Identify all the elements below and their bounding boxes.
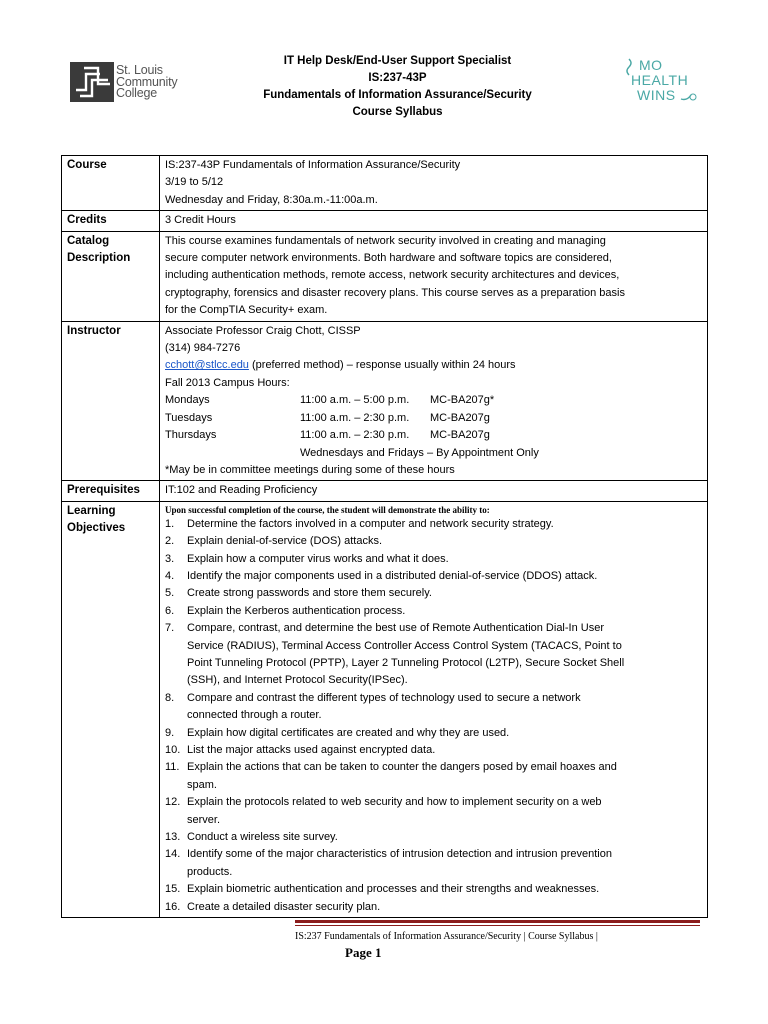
objective-number: 3. (165, 552, 175, 565)
program-title: IT Help Desk/End-User Support Specialist (283, 55, 512, 67)
objective-item (165, 603, 702, 620)
objective-text: Compare, contrast, and determine the best use of Remote Authentication Dial-In User Service (RADIUS), Terminal Access Controller Access Control System (TACACS, Point to Point Tunneling Protocol (PPTP), Layer 2 Tunneling Protocol (L2TP), Secure Socket Shell (SSH), and Internet Protocol Security(IPSec). (187, 622, 625, 687)
hours-row: Mondays 11:00 a.m. – 5:00 p.m. MC-BA207g* (165, 394, 495, 407)
objective-number: 7. (165, 622, 175, 635)
course-code: IS:237-43P (368, 72, 427, 84)
objectives-row (62, 501, 708, 917)
objective-text: Explain the Kerberos authentication process. (187, 604, 406, 617)
objective-text: Create a detailed disaster security plan. (187, 900, 381, 913)
appointment-row: Wednesdays and Fridays – By Appointment Only (300, 446, 539, 459)
instructor-email-link[interactable]: cchott@stlcc.edu (165, 359, 249, 372)
objective-text: Explain the protocols related to web security and how to implement security on a web server. (187, 796, 602, 826)
catalog-label: Catalog Description (62, 231, 160, 321)
instructor-row (62, 321, 708, 481)
objective-text: Explain denial-of-service (DOS) attacks. (187, 535, 383, 548)
document-title: Course Syllabus (352, 106, 443, 118)
objective-text: Compare and contrast the different types of technology used to secure a network connected through a router. (187, 691, 581, 722)
footer-rule-thin (295, 925, 700, 926)
catalog-description: This course examines fundamentals of network security involved in creating and managing secure computer network environments. Both hardware and software topics are considered, including authentication methods, remote access, network security architectures and devices, cryptography, forensics and disaster recovery plans. This course serves as a preparation basis for the CompTIA Security+ exam. (160, 231, 708, 321)
objectives-list (165, 516, 702, 916)
objective-item (165, 551, 702, 568)
objective-item (165, 881, 702, 898)
stlcc-logo (70, 60, 180, 104)
objective-number: 15. (165, 883, 181, 896)
course-label: Course (62, 156, 160, 211)
objective-number: 12. (165, 796, 181, 809)
instructor-contact: cchott@stlcc.edu (preferred method) – response usually within 24 hours (165, 359, 516, 372)
objective-item (165, 899, 702, 916)
objective-number: 6. (165, 604, 175, 617)
prereq-value: IT:102 and Reading Proficiency (160, 481, 708, 501)
course-value: IS:237-43P Fundamentals of Information Assurance/Security 3/19 to 5/12 Wednesday and Friday, 8:30a.m.-11:00a.m. (160, 156, 708, 211)
footer-rule (295, 920, 700, 923)
objective-text: Explain the actions that can be taken to counter the dangers posed by email hoaxes and spam. (187, 761, 617, 791)
objective-text: List the major attacks used against encrypted data. (187, 744, 436, 756)
prereq-label: Prerequisites (62, 481, 160, 501)
objective-text: Determine the factors involved in a computer and network security strategy. (187, 517, 554, 530)
credits-label: Credits (62, 211, 160, 231)
hours-row: Thursdays 11:00 a.m. – 2:30 p.m. MC-BA207g (165, 429, 490, 442)
stlcc-logo-text: St. Louis Community College (116, 63, 178, 100)
footer-text: IS:237 Fundamentals of Information Assurance/Security | Course Syllabus | (295, 931, 598, 942)
objective-number: 14. (165, 848, 181, 861)
objective-item (165, 759, 702, 794)
objective-item (165, 846, 702, 881)
objective-text: Explain how a computer virus works and what it does. (187, 552, 449, 565)
document-header (200, 53, 595, 121)
objectives-value (160, 501, 708, 917)
credits-row (62, 211, 708, 231)
course-row (62, 156, 708, 211)
objective-item (165, 829, 702, 846)
instructor-value (160, 321, 708, 481)
objective-item (165, 568, 702, 585)
mo-health-wins-logo: MO HEALTH WINS (625, 55, 705, 111)
objective-number: 2. (165, 535, 175, 548)
page-number: Page 1 (345, 945, 382, 960)
objective-text: Explain biometric authentication and processes and their strengths and weaknesses. (187, 883, 600, 896)
objective-item (165, 533, 702, 550)
instructor-label: Instructor (62, 321, 160, 481)
stlcc-logo-mark (70, 60, 114, 104)
objective-item (165, 585, 702, 602)
objective-number: 1. (165, 517, 175, 530)
course-title: Fundamentals of Information Assurance/Security (263, 89, 532, 101)
objectives-intro: Upon successful completion of the course, the student will demonstrate the ability to: (165, 504, 490, 515)
objective-number: 16. (165, 900, 181, 913)
catalog-row (62, 231, 708, 321)
objective-number: 11. (165, 761, 180, 774)
objective-item (165, 690, 702, 725)
objective-number: 8. (165, 691, 175, 704)
objective-number: 4. (165, 569, 175, 582)
hours-title: Fall 2013 Campus Hours: (165, 376, 290, 389)
objective-number: 13. (165, 831, 181, 844)
objective-text: Identify some of the major characteristics of intrusion detection and intrusion prevention products. (187, 848, 612, 878)
objective-item (165, 725, 702, 742)
objective-text: Explain how digital certificates are created and why they are used. (187, 726, 510, 739)
credits-value: 3 Credit Hours (160, 211, 708, 231)
syllabus-table (61, 155, 708, 918)
objective-item (165, 620, 702, 690)
instructor-name: Associate Professor Craig Chott, CISSP (165, 324, 361, 337)
hours-note: *May be in committee meetings during some of these hours (165, 463, 455, 476)
objective-text: Create strong passwords and store them securely. (187, 587, 432, 600)
objective-number: 9. (165, 726, 175, 739)
objective-number: 5. (165, 587, 175, 600)
objective-text: Conduct a wireless site survey. (187, 831, 338, 844)
instructor-phone: (314) 984-7276 (165, 342, 241, 355)
objective-item (165, 516, 702, 533)
objectives-label: Learning Objectives (62, 501, 160, 917)
objective-item (165, 742, 702, 759)
objective-number: 10. (165, 744, 181, 756)
prereq-row (62, 481, 708, 501)
objective-item (165, 794, 702, 829)
hours-row: Tuesdays 11:00 a.m. – 2:30 p.m. MC-BA207g (165, 411, 490, 424)
objective-text: Identify the major components used in a distributed denial-of-service (DDOS) attack. (187, 569, 598, 582)
